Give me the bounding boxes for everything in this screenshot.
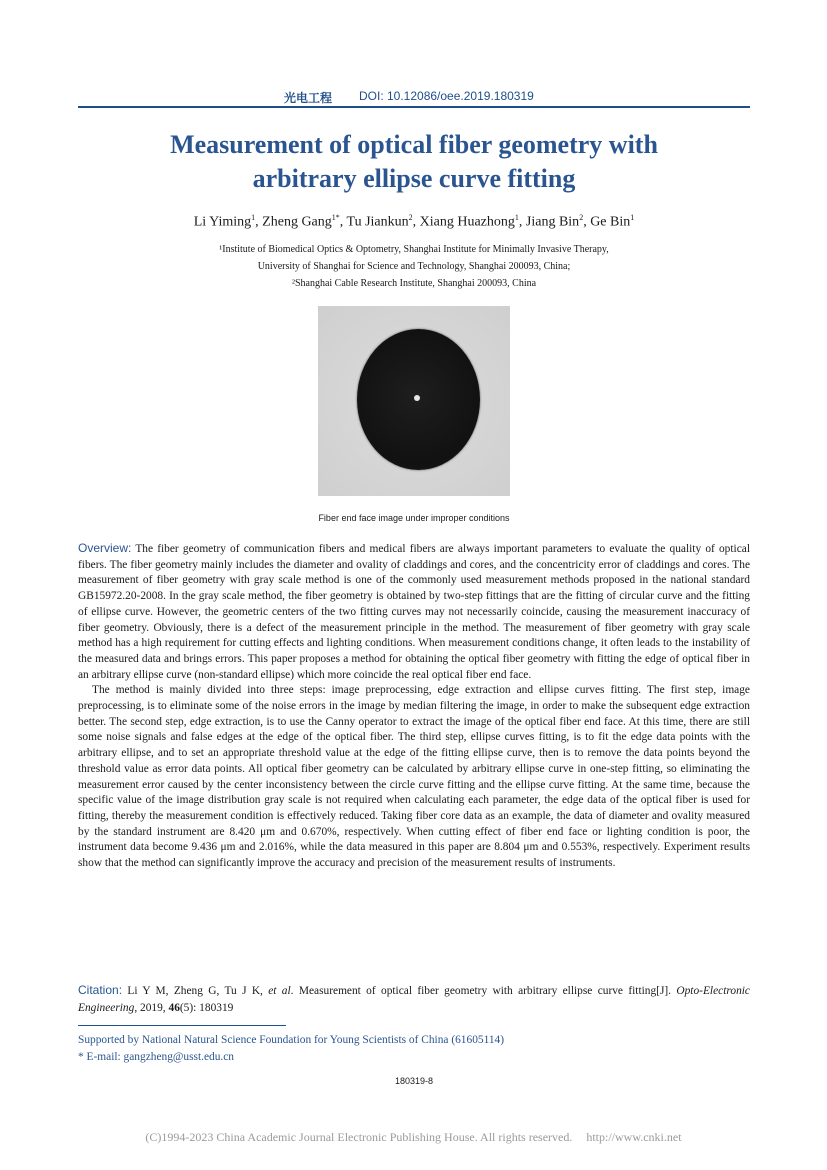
overview-text-1: The fiber geometry of communication fibers and medical fibers are always important parameters to evaluate the quality of optical fibers. The fiber geometry mainly includes the diameter and ovality of claddings and cores, and the concentricity error of claddings and cores. The measurement of fiber geometry with gray scale method is one of the commonly used measurement methods proposed in the national standard GB15972.20-2008. In the gray scale method, the fiber geometry is obtained by two-step fittings that are the fitting of circular curve and the fitting of ellipse curve. However, the geometric centers of the two fitting curves may not necessarily coincide, causing the measurement inaccuracy of fiber geometry. Obviously, there is a defect of the measurement principle in the method. The measurement of fiber geometry with gray scale method has a high requirement for cutting effects and lighting conditions. When measurement conditions change, it often leads to the instability of the measured data and brings errors. This paper proposes a method for obtaining the optical fiber geometry with fitting the edge of optical fiber in an arbitrary ellipse curve (non-standard ellipse) which more coincide the real optical fiber end face. — [78, 543, 750, 681]
author-name: Tu Jiankun — [346, 214, 409, 230]
fiber-end-face-image — [318, 306, 510, 496]
title-line-1: Measurement of optical fiber geometry with — [170, 130, 658, 159]
copyright-notice — [0, 1130, 827, 1145]
author-affiliation-mark: 1 — [630, 213, 635, 222]
footnote-divider — [78, 1025, 286, 1026]
title-line-2: arbitrary ellipse curve fitting — [252, 164, 576, 193]
overview-paragraph-2: The method is mainly divided into three steps: image preprocessing, edge extraction and ellipse curves fitting. The first step, image preprocessing, is to eliminate some of the noise errors in the image by median filtering the image, in order to make the subsequent edge extraction better. The second step, edge extraction, is to use the Canny operator to extract the image of the optical fiber end face. At this time, there are still some noise signals and false edges at the edge of the optical fiber. The third step, ellipse curves fitting, is to fit the edge data points with the arbitrary ellipse, and to set an appropriate threshold value at the edge of the fitting ellipse curve, then is to remove the data points beyond the threshold value as error data points. All optical fiber geometry can be calculated by arbitrary ellipse curve in one-step fitting, so eliminating the measurement error caused by the center inconsistency between the circle curve fitting and the ellipse curve fitting. At the same time, because the specific value of the image distribution gray scale is not required when calculating each parameter, the edge data of the optical fiber is used for fitting, thereby the measurement condition is effectively reduced. Taking fiber core data as an example, the data of diameter and ovality measured by the standard instrument are 8.420 μm and 0.670%, respectively. When cutting effect of fiber end face or lighting condition is poor, the instrument data become 9.436 μm and 2.016%, while the data measured in this paper are 8.804 μm and 0.553%, respectively. Experiment results show that the method can significantly improve the accuracy and precision of the measurement results of instruments. — [78, 684, 750, 870]
affiliation-line-3: ²Shanghai Cable Research Institute, Shanghai 200093, China — [291, 278, 537, 289]
author-name: Li Yiming — [193, 214, 252, 230]
email-footnote[interactable]: * E-mail: gangzheng@usst.edu.cn — [78, 1051, 234, 1063]
citation-authors: Li Y M, Zheng G, Tu J K, — [127, 985, 263, 997]
overview-section — [78, 541, 750, 872]
overview-label: Overview: — [78, 541, 132, 555]
funding-footnote: Supported by National Natural Science Foundation for Young Scientists of China (61605114) — [78, 1034, 505, 1046]
cnki-link[interactable]: http://www.cnki.net — [586, 1130, 682, 1144]
paper-title — [78, 128, 750, 196]
author-name: Zheng Gang — [262, 214, 332, 230]
citation-volume: 46 — [168, 1002, 180, 1014]
fiber-core — [414, 395, 420, 401]
author-list: Li Yiming$^1$, Zheng Gang$^{1*}$, Tu Jiankun$^2$, Xiang Huazhong$^1$, Jiang Bin$^2$, Ge Bin$^1$ — [193, 213, 635, 230]
author-affiliation-mark: 1 — [251, 213, 256, 222]
citation-year: , 2019, — [134, 1002, 166, 1014]
citation-journal: Opto-Electronic Engineering — [78, 985, 750, 1014]
overview-paragraph-1 — [78, 541, 750, 683]
journal-name: 光电工程 — [284, 91, 333, 105]
fiber-cladding — [357, 329, 480, 470]
citation-title: . Measurement of optical fiber geometry with arbitrary ellipse curve fitting[J]. — [290, 985, 672, 997]
running-header — [78, 88, 750, 108]
author-affiliation-mark: 2 — [579, 213, 584, 222]
author-name: Ge Bin — [590, 214, 631, 230]
author-affiliation-mark: 1 — [514, 213, 519, 222]
copyright-text: (C)1994-2023 China Academic Journal Electronic Publishing House. All rights reserved. — [145, 1130, 573, 1144]
figure-caption: Fiber end face image under improper conditions — [318, 513, 510, 523]
author-affiliation-mark: 1* — [331, 213, 340, 222]
page-number: 180319-8 — [394, 1076, 434, 1086]
author-affiliation-mark: 2 — [408, 213, 413, 222]
citation-issue: (5): 180319 — [179, 1002, 234, 1014]
affiliation-line-2: University of Shanghai for Science and Technology, Shanghai 200093, China; — [257, 261, 571, 272]
citation-block — [78, 982, 750, 1017]
citation-label: Citation: — [78, 983, 123, 997]
affiliation-line-1: ¹Institute of Biomedical Optics & Optometry, Shanghai Institute for Minimally Invasive Therapy, — [219, 244, 609, 255]
doi-link[interactable]: DOI: 10.12086/oee.2019.180319 — [359, 89, 534, 103]
citation-etal: et al — [268, 985, 291, 997]
author-name: Xiang Huazhong — [419, 214, 515, 230]
author-name: Jiang Bin — [525, 214, 580, 230]
